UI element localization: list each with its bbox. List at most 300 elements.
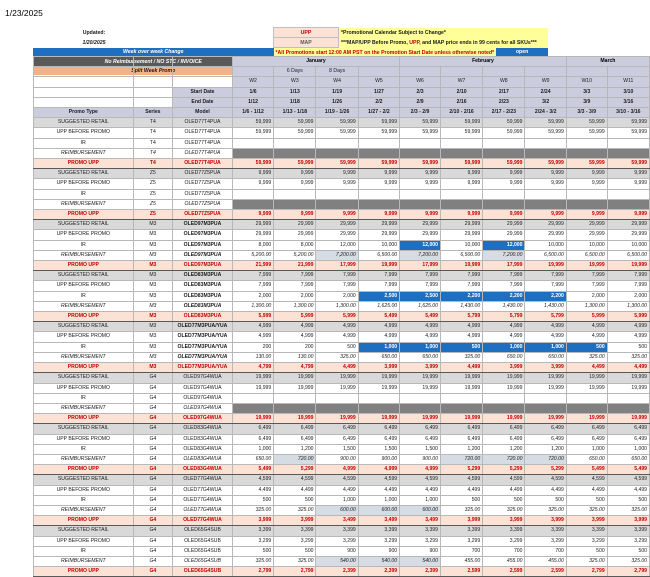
value-cell[interactable]: 7,999 — [400, 281, 441, 291]
value-cell[interactable]: 4,799 — [274, 363, 316, 373]
value-cell[interactable]: 5,999 — [566, 312, 607, 322]
value-cell[interactable]: 5,299 — [440, 465, 482, 475]
value-cell[interactable]: 4,999 — [566, 322, 607, 332]
value-cell[interactable]: 4,599 — [232, 475, 273, 485]
value-cell[interactable]: 59,999 — [607, 159, 649, 169]
value-cell[interactable]: 1,300.00 — [274, 301, 316, 311]
value-cell[interactable]: 4,599 — [566, 475, 607, 485]
value-cell[interactable]: 720.00 — [525, 454, 566, 464]
value-cell[interactable] — [232, 403, 273, 413]
value-cell[interactable]: 7,999 — [525, 271, 566, 281]
value-cell[interactable]: 10,000 — [525, 240, 566, 250]
value-cell[interactable] — [274, 189, 316, 199]
value-cell[interactable]: 59,999 — [607, 128, 649, 138]
value-cell[interactable]: 4,499 — [607, 485, 649, 495]
value-cell[interactable]: 6,499 — [566, 434, 607, 444]
value-cell[interactable]: 325.00 — [274, 505, 316, 515]
value-cell[interactable]: 7,200.00 — [316, 250, 358, 260]
value-cell[interactable]: 6,499 — [607, 424, 649, 434]
value-cell[interactable]: 540.00 — [400, 556, 441, 566]
value-cell[interactable]: 19,999 — [566, 414, 607, 424]
value-cell[interactable]: 3,999 — [483, 516, 525, 526]
value-cell[interactable]: 19,999 — [483, 383, 525, 393]
value-cell[interactable]: 59,999 — [440, 128, 482, 138]
value-cell[interactable]: 7,999 — [566, 271, 607, 281]
value-cell[interactable]: 4,999 — [232, 322, 273, 332]
value-cell[interactable]: 7,999 — [274, 271, 316, 281]
value-cell[interactable]: 700 — [440, 546, 482, 556]
value-cell[interactable]: 900 — [358, 546, 399, 556]
value-cell[interactable]: 6,499 — [566, 424, 607, 434]
value-cell[interactable]: 29,999 — [358, 230, 399, 240]
value-cell[interactable]: 325.00 — [483, 505, 525, 515]
value-cell[interactable]: 8,000 — [274, 240, 316, 250]
value-cell[interactable]: 3,399 — [566, 526, 607, 536]
value-cell[interactable] — [316, 403, 358, 413]
value-cell[interactable]: 900 — [400, 546, 441, 556]
value-cell[interactable]: 1,200 — [525, 444, 566, 454]
value-cell[interactable]: 3,299 — [274, 536, 316, 546]
value-cell[interactable]: 19,999 — [274, 414, 316, 424]
value-cell[interactable] — [316, 199, 358, 209]
value-cell[interactable]: 59,999 — [316, 118, 358, 128]
value-cell[interactable]: 6,499 — [358, 434, 399, 444]
value-cell[interactable]: 4,999 — [316, 322, 358, 332]
value-cell[interactable]: 4,999 — [358, 332, 399, 342]
value-cell[interactable]: 5,799 — [525, 312, 566, 322]
value-cell[interactable]: 4,999 — [525, 322, 566, 332]
value-cell[interactable]: 19,999 — [274, 373, 316, 383]
value-cell[interactable]: 29,999 — [232, 220, 273, 230]
value-cell[interactable]: 3,999 — [358, 363, 399, 373]
value-cell[interactable]: 59,999 — [400, 128, 441, 138]
value-cell[interactable]: 3,399 — [440, 526, 482, 536]
value-cell[interactable]: 19,999 — [358, 383, 399, 393]
value-cell[interactable]: 3,999 — [274, 516, 316, 526]
value-cell[interactable]: 3,999 — [566, 516, 607, 526]
value-cell[interactable]: 29,999 — [483, 220, 525, 230]
value-cell[interactable] — [525, 189, 566, 199]
value-cell[interactable]: 19,999 — [232, 414, 273, 424]
value-cell[interactable]: 2,000 — [274, 291, 316, 301]
value-cell[interactable] — [566, 403, 607, 413]
value-cell[interactable]: 10,000 — [607, 240, 649, 250]
value-cell[interactable]: 19,999 — [525, 383, 566, 393]
value-cell[interactable]: 9,999 — [400, 210, 441, 220]
value-cell[interactable]: 7,999 — [232, 271, 273, 281]
value-cell[interactable]: 29,999 — [525, 220, 566, 230]
value-cell[interactable] — [400, 148, 441, 158]
value-cell[interactable]: 2,399 — [400, 567, 441, 577]
value-cell[interactable]: 4,599 — [358, 475, 399, 485]
value-cell[interactable]: 6,500.00 — [440, 250, 482, 260]
value-cell[interactable]: 10,000 — [358, 240, 399, 250]
value-cell[interactable]: 650.00 — [400, 352, 441, 362]
value-cell[interactable]: 325.00 — [232, 556, 273, 566]
value-cell[interactable]: 9,999 — [440, 169, 482, 179]
value-cell[interactable]: 6,500.00 — [358, 250, 399, 260]
value-cell[interactable]: 3,999 — [232, 516, 273, 526]
value-cell[interactable]: 4,999 — [440, 322, 482, 332]
value-cell[interactable]: 4,599 — [440, 475, 482, 485]
value-cell[interactable]: 5,799 — [483, 312, 525, 322]
value-cell[interactable]: 59,999 — [607, 118, 649, 128]
value-cell[interactable] — [274, 393, 316, 403]
value-cell[interactable]: 5,299 — [525, 465, 566, 475]
value-cell[interactable]: 1,000 — [400, 342, 441, 352]
value-cell[interactable]: 6,499 — [274, 434, 316, 444]
value-cell[interactable]: 4,599 — [316, 475, 358, 485]
value-cell[interactable]: 4,599 — [607, 475, 649, 485]
value-cell[interactable]: 7,999 — [232, 281, 273, 291]
value-cell[interactable]: 6,499 — [400, 434, 441, 444]
value-cell[interactable]: 29,999 — [440, 220, 482, 230]
value-cell[interactable]: 1,500 — [400, 444, 441, 454]
value-cell[interactable]: 6,500.00 — [607, 250, 649, 260]
value-cell[interactable]: 19,999 — [607, 414, 649, 424]
value-cell[interactable]: 4,999 — [232, 332, 273, 342]
value-cell[interactable]: 650.00 — [358, 352, 399, 362]
value-cell[interactable] — [566, 148, 607, 158]
value-cell[interactable]: 59,999 — [274, 118, 316, 128]
value-cell[interactable]: 3,299 — [316, 536, 358, 546]
value-cell[interactable] — [525, 138, 566, 148]
value-cell[interactable]: 3,299 — [400, 536, 441, 546]
value-cell[interactable] — [607, 393, 649, 403]
value-cell[interactable]: 600.00 — [400, 505, 441, 515]
value-cell[interactable]: 4,799 — [232, 363, 273, 373]
value-cell[interactable]: 1,500 — [358, 444, 399, 454]
value-cell[interactable]: 700 — [525, 546, 566, 556]
value-cell[interactable]: 9,999 — [358, 169, 399, 179]
value-cell[interactable]: 19,999 — [358, 373, 399, 383]
value-cell[interactable]: 6,499 — [400, 424, 441, 434]
value-cell[interactable]: 29,999 — [316, 220, 358, 230]
value-cell[interactable]: 1,200 — [440, 444, 482, 454]
value-cell[interactable]: 3,999 — [607, 516, 649, 526]
value-cell[interactable]: 21,999 — [274, 261, 316, 271]
value-cell[interactable]: 29,999 — [440, 230, 482, 240]
value-cell[interactable] — [316, 138, 358, 148]
value-cell[interactable]: 5,299 — [483, 465, 525, 475]
value-cell[interactable]: 4,599 — [525, 475, 566, 485]
value-cell[interactable] — [525, 199, 566, 209]
value-cell[interactable]: 59,999 — [400, 118, 441, 128]
value-cell[interactable]: 59,999 — [232, 128, 273, 138]
value-cell[interactable]: 325.00 — [566, 505, 607, 515]
value-cell[interactable]: 500 — [566, 495, 607, 505]
value-cell[interactable]: 200 — [232, 342, 273, 352]
value-cell[interactable]: 59,999 — [358, 118, 399, 128]
value-cell[interactable]: 12,000 — [483, 240, 525, 250]
value-cell[interactable]: 9,999 — [607, 179, 649, 189]
value-cell[interactable]: 2,599 — [483, 567, 525, 577]
value-cell[interactable] — [358, 403, 399, 413]
value-cell[interactable]: 1,300.00 — [607, 301, 649, 311]
value-cell[interactable]: 4,499 — [232, 485, 273, 495]
value-cell[interactable]: 500 — [566, 546, 607, 556]
value-cell[interactable]: 1,000 — [483, 342, 525, 352]
value-cell[interactable]: 4,499 — [440, 363, 482, 373]
value-cell[interactable]: 17,999 — [316, 261, 358, 271]
value-cell[interactable]: 59,999 — [525, 128, 566, 138]
value-cell[interactable]: 9,999 — [525, 169, 566, 179]
value-cell[interactable] — [358, 138, 399, 148]
value-cell[interactable]: 3,299 — [607, 536, 649, 546]
value-cell[interactable]: 17,999 — [400, 261, 441, 271]
value-cell[interactable]: 600.00 — [316, 505, 358, 515]
value-cell[interactable] — [440, 189, 482, 199]
value-cell[interactable]: 4,999 — [607, 322, 649, 332]
value-cell[interactable]: 4,499 — [566, 485, 607, 495]
value-cell[interactable]: 7,999 — [566, 281, 607, 291]
value-cell[interactable]: 540.00 — [316, 556, 358, 566]
value-cell[interactable]: 3,399 — [607, 526, 649, 536]
value-cell[interactable]: 6,499 — [274, 424, 316, 434]
value-cell[interactable]: 3,399 — [483, 526, 525, 536]
value-cell[interactable]: 9,999 — [358, 210, 399, 220]
value-cell[interactable]: 19,999 — [566, 261, 607, 271]
value-cell[interactable]: 29,999 — [607, 220, 649, 230]
value-cell[interactable]: 6,499 — [232, 434, 273, 444]
value-cell[interactable]: 500 — [607, 342, 649, 352]
value-cell[interactable]: 59,999 — [440, 118, 482, 128]
value-cell[interactable]: 325.00 — [607, 352, 649, 362]
value-cell[interactable]: 19,999 — [440, 414, 482, 424]
value-cell[interactable]: 3,399 — [316, 526, 358, 536]
value-cell[interactable]: 700 — [483, 546, 525, 556]
value-cell[interactable]: 7,999 — [400, 271, 441, 281]
value-cell[interactable]: 9,999 — [232, 179, 273, 189]
value-cell[interactable]: 1,300.00 — [232, 301, 273, 311]
value-cell[interactable]: 19,999 — [232, 383, 273, 393]
value-cell[interactable]: 19,999 — [358, 414, 399, 424]
value-cell[interactable]: 6,499 — [316, 424, 358, 434]
value-cell[interactable]: 4,499 — [566, 363, 607, 373]
value-cell[interactable]: 900 — [316, 546, 358, 556]
value-cell[interactable]: 59,999 — [566, 159, 607, 169]
value-cell[interactable] — [232, 138, 273, 148]
value-cell[interactable]: 29,999 — [483, 230, 525, 240]
value-cell[interactable]: 7,999 — [483, 271, 525, 281]
value-cell[interactable]: 7,999 — [607, 271, 649, 281]
value-cell[interactable] — [607, 138, 649, 148]
value-cell[interactable]: 7,999 — [483, 281, 525, 291]
value-cell[interactable]: 59,999 — [400, 159, 441, 169]
value-cell[interactable]: 4,999 — [274, 322, 316, 332]
value-cell[interactable]: 29,999 — [232, 230, 273, 240]
value-cell[interactable]: 130.00 — [232, 352, 273, 362]
value-cell[interactable]: 3,499 — [400, 516, 441, 526]
value-cell[interactable]: 29,999 — [400, 230, 441, 240]
value-cell[interactable]: 59,999 — [440, 159, 482, 169]
value-cell[interactable]: 19,999 — [566, 383, 607, 393]
value-cell[interactable]: 7,200.00 — [483, 250, 525, 260]
value-cell[interactable]: 500 — [232, 546, 273, 556]
value-cell[interactable] — [483, 138, 525, 148]
value-cell[interactable]: 6,500.00 — [525, 250, 566, 260]
value-cell[interactable] — [400, 138, 441, 148]
value-cell[interactable]: 19,999 — [525, 414, 566, 424]
value-cell[interactable]: 7,999 — [274, 281, 316, 291]
value-cell[interactable]: 19,999 — [440, 261, 482, 271]
value-cell[interactable]: 59,999 — [483, 128, 525, 138]
value-cell[interactable]: 1,000 — [232, 444, 273, 454]
value-cell[interactable] — [440, 393, 482, 403]
value-cell[interactable]: 19,999 — [440, 373, 482, 383]
value-cell[interactable]: 500 — [483, 495, 525, 505]
value-cell[interactable] — [400, 393, 441, 403]
value-cell[interactable] — [525, 148, 566, 158]
value-cell[interactable]: 19,999 — [232, 373, 273, 383]
value-cell[interactable]: 10,000 — [440, 240, 482, 250]
value-cell[interactable]: 9,999 — [483, 169, 525, 179]
value-cell[interactable]: 59,999 — [566, 118, 607, 128]
value-cell[interactable] — [232, 189, 273, 199]
value-cell[interactable]: 2,500 — [358, 291, 399, 301]
value-cell[interactable]: 29,999 — [525, 230, 566, 240]
value-cell[interactable]: 4,499 — [525, 485, 566, 495]
value-cell[interactable]: 1,300.00 — [316, 301, 358, 311]
value-cell[interactable]: 2,799 — [607, 567, 649, 577]
value-cell[interactable]: 19,999 — [400, 414, 441, 424]
value-cell[interactable]: 9,999 — [316, 179, 358, 189]
value-cell[interactable]: 7,999 — [358, 271, 399, 281]
value-cell[interactable]: 19,999 — [483, 373, 525, 383]
value-cell[interactable]: 19,999 — [440, 383, 482, 393]
value-cell[interactable]: 59,999 — [274, 128, 316, 138]
value-cell[interactable]: 4,999 — [483, 322, 525, 332]
value-cell[interactable]: 5,499 — [400, 312, 441, 322]
value-cell[interactable]: 9,999 — [607, 210, 649, 220]
value-cell[interactable]: 29,999 — [400, 220, 441, 230]
value-cell[interactable]: 6,499 — [483, 434, 525, 444]
value-cell[interactable] — [440, 199, 482, 209]
value-cell[interactable]: 2,399 — [316, 567, 358, 577]
value-cell[interactable] — [607, 199, 649, 209]
value-cell[interactable]: 7,999 — [358, 281, 399, 291]
value-cell[interactable]: 7,999 — [440, 281, 482, 291]
value-cell[interactable]: 455.00 — [483, 556, 525, 566]
value-cell[interactable]: 4,999 — [525, 332, 566, 342]
value-cell[interactable]: 4,499 — [316, 363, 358, 373]
value-cell[interactable]: 29,999 — [566, 220, 607, 230]
value-cell[interactable] — [358, 148, 399, 158]
value-cell[interactable]: 4,499 — [358, 485, 399, 495]
value-cell[interactable]: 1,625.00 — [400, 301, 441, 311]
value-cell[interactable]: 4,499 — [483, 485, 525, 495]
value-cell[interactable]: 9,999 — [483, 210, 525, 220]
value-cell[interactable]: 59,999 — [525, 118, 566, 128]
value-cell[interactable] — [316, 148, 358, 158]
value-cell[interactable]: 7,999 — [440, 271, 482, 281]
value-cell[interactable]: 6,499 — [440, 424, 482, 434]
value-cell[interactable]: 1,200 — [483, 444, 525, 454]
value-cell[interactable] — [483, 189, 525, 199]
value-cell[interactable]: 1,000 — [316, 495, 358, 505]
value-cell[interactable]: 6,499 — [232, 424, 273, 434]
value-cell[interactable]: 3,299 — [483, 536, 525, 546]
value-cell[interactable]: 720.00 — [440, 454, 482, 464]
value-cell[interactable]: 4,999 — [400, 322, 441, 332]
value-cell[interactable]: 12,000 — [400, 240, 441, 250]
value-cell[interactable]: 17,999 — [483, 261, 525, 271]
value-cell[interactable] — [525, 403, 566, 413]
value-cell[interactable]: 7,999 — [525, 281, 566, 291]
value-cell[interactable]: 4,499 — [274, 485, 316, 495]
value-cell[interactable]: 4,499 — [440, 485, 482, 495]
value-cell[interactable]: 59,999 — [358, 159, 399, 169]
value-cell[interactable]: 59,999 — [232, 159, 273, 169]
value-cell[interactable] — [607, 189, 649, 199]
value-cell[interactable]: 1,430.00 — [525, 301, 566, 311]
value-cell[interactable]: 9,999 — [232, 169, 273, 179]
value-cell[interactable]: 12,000 — [316, 240, 358, 250]
value-cell[interactable]: 6,499 — [607, 434, 649, 444]
value-cell[interactable]: 10,000 — [566, 240, 607, 250]
value-cell[interactable]: 3,399 — [232, 526, 273, 536]
value-cell[interactable]: 500 — [232, 495, 273, 505]
value-cell[interactable]: 4,999 — [316, 332, 358, 342]
value-cell[interactable] — [400, 189, 441, 199]
value-cell[interactable]: 9,999 — [525, 179, 566, 189]
value-cell[interactable]: 720.00 — [483, 454, 525, 464]
value-cell[interactable]: 9,999 — [566, 169, 607, 179]
value-cell[interactable]: 4,499 — [400, 485, 441, 495]
value-cell[interactable]: 600.00 — [358, 505, 399, 515]
value-cell[interactable]: 2,599 — [525, 567, 566, 577]
value-cell[interactable]: 3,399 — [400, 526, 441, 536]
value-cell[interactable]: 5,299 — [274, 465, 316, 475]
value-cell[interactable]: 19,999 — [274, 383, 316, 393]
value-cell[interactable] — [274, 148, 316, 158]
value-cell[interactable]: 500 — [274, 546, 316, 556]
value-cell[interactable]: 720.00 — [274, 454, 316, 464]
value-cell[interactable]: 9,999 — [358, 179, 399, 189]
value-cell[interactable]: 3,299 — [232, 536, 273, 546]
value-cell[interactable]: 130.00 — [274, 352, 316, 362]
value-cell[interactable]: 2,000 — [607, 291, 649, 301]
value-cell[interactable]: 325.00 — [607, 556, 649, 566]
value-cell[interactable] — [400, 403, 441, 413]
value-cell[interactable]: 3,999 — [440, 516, 482, 526]
value-cell[interactable]: 5,799 — [440, 312, 482, 322]
value-cell[interactable]: 6,499 — [316, 434, 358, 444]
value-cell[interactable]: 325.00 — [316, 352, 358, 362]
value-cell[interactable]: 9,999 — [566, 210, 607, 220]
value-cell[interactable]: 29,999 — [566, 230, 607, 240]
value-cell[interactable] — [566, 138, 607, 148]
value-cell[interactable]: 325.00 — [566, 556, 607, 566]
value-cell[interactable]: 325.00 — [607, 505, 649, 515]
value-cell[interactable]: 3,299 — [525, 536, 566, 546]
value-cell[interactable]: 500 — [607, 546, 649, 556]
value-cell[interactable]: 4,499 — [316, 485, 358, 495]
value-cell[interactable]: 500 — [316, 342, 358, 352]
value-cell[interactable]: 6,499 — [358, 424, 399, 434]
value-cell[interactable]: 3,999 — [400, 363, 441, 373]
value-cell[interactable]: 200 — [274, 342, 316, 352]
value-cell[interactable]: 5,499 — [358, 312, 399, 322]
value-cell[interactable]: 2,200 — [440, 291, 482, 301]
value-cell[interactable] — [483, 199, 525, 209]
value-cell[interactable] — [232, 199, 273, 209]
value-cell[interactable] — [607, 403, 649, 413]
value-cell[interactable]: 4,599 — [274, 475, 316, 485]
value-cell[interactable]: 29,999 — [274, 220, 316, 230]
value-cell[interactable] — [483, 403, 525, 413]
value-cell[interactable]: 4,999 — [566, 332, 607, 342]
